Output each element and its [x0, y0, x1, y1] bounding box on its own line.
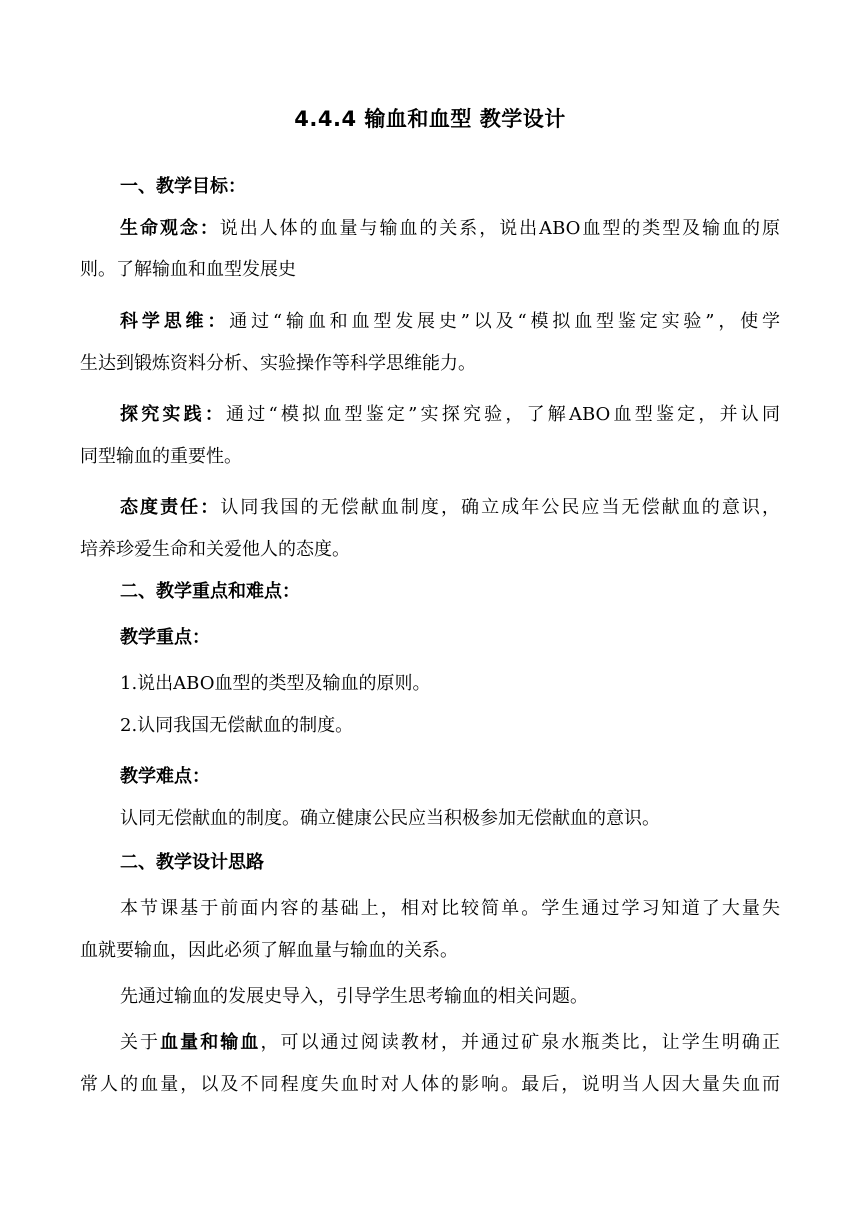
label-inquiry-practice: 探究实践： [120, 404, 227, 425]
label-scientific-thinking: 科学思维： [120, 311, 230, 332]
paragraph-design-1-line2: 血就要输血，因此必须了解血量与输血的关系。 [80, 940, 458, 961]
paragraph-scientific-thinking-line1 [120, 308, 780, 336]
label-difficulty: 教学难点： [120, 766, 210, 787]
text-design-3-rest: ，可以通过阅读教材，并通过矿泉水瓶类比，让学生明确正 [260, 1032, 780, 1053]
paragraph-design-3-line1 [120, 1029, 780, 1057]
text-life-concept: 说出人体的血量与输血的关系，说出ABO血型的类型及输血的原 [219, 218, 780, 239]
text-attitude: 认同我国的无偿献血制度，确立成年公民应当无偿献血的意识， [220, 497, 780, 518]
text-inquiry-practice: 通过“模拟血型鉴定”实探究验，了解ABO血型鉴定，并认同 [226, 404, 780, 425]
section-heading-key-points: 二、教学重点和难点： [120, 581, 300, 602]
paragraph-design-2: 先通过输血的发展史导入，引导学生思考输血的相关问题。 [120, 986, 588, 1007]
paragraph-attitude-line2: 培养珍爱生命和关爱他人的态度。 [80, 539, 350, 560]
document-title: 4.4.4 输血和血型 教学设计 [294, 107, 566, 131]
section-heading-objectives: 一、教学目标： [120, 176, 246, 197]
text-design-3-prefix: 关于 [120, 1032, 161, 1053]
key-point-item-2: 2.认同我国无偿献血的制度。 [120, 715, 354, 736]
label-life-concept: 生命观念： [120, 218, 220, 239]
paragraph-inquiry-practice-line1 [120, 401, 780, 429]
paragraph-life-concept-line2: 则。了解输血和血型发展史 [80, 259, 296, 280]
section-heading-design-ideas: 二、教学设计思路 [120, 852, 264, 873]
paragraph-scientific-thinking-line2: 生达到锻炼资料分析、实验操作等科学思维能力。 [80, 353, 476, 374]
text-scientific-thinking: 通过“输血和血型发展史”以及“模拟血型鉴定实验”，使学 [229, 311, 781, 332]
label-attitude: 态度责任： [120, 497, 221, 518]
paragraph-inquiry-practice-line2: 同型输血的重要性。 [80, 446, 242, 467]
difficulty-text: 认同无偿献血的制度。确立健康公民应当积极参加无偿献血的意识。 [120, 808, 660, 829]
paragraph-attitude-line1 [120, 494, 780, 522]
paragraph-design-1-line1: 本节课基于前面内容的基础上，相对比较简单。学生通过学习知道了大量失 [120, 898, 780, 919]
paragraph-design-3-line2: 常人的血量，以及不同程度失血时对人体的影响。最后，说明当人因大量失血而 [80, 1074, 780, 1095]
text-design-3-bold: 血量和输血 [160, 1032, 261, 1053]
label-key-points: 教学重点： [120, 627, 210, 648]
paragraph-life-concept-line1 [120, 215, 780, 243]
key-point-item-1: 1.说出ABO血型的类型及输血的原则。 [120, 673, 431, 694]
